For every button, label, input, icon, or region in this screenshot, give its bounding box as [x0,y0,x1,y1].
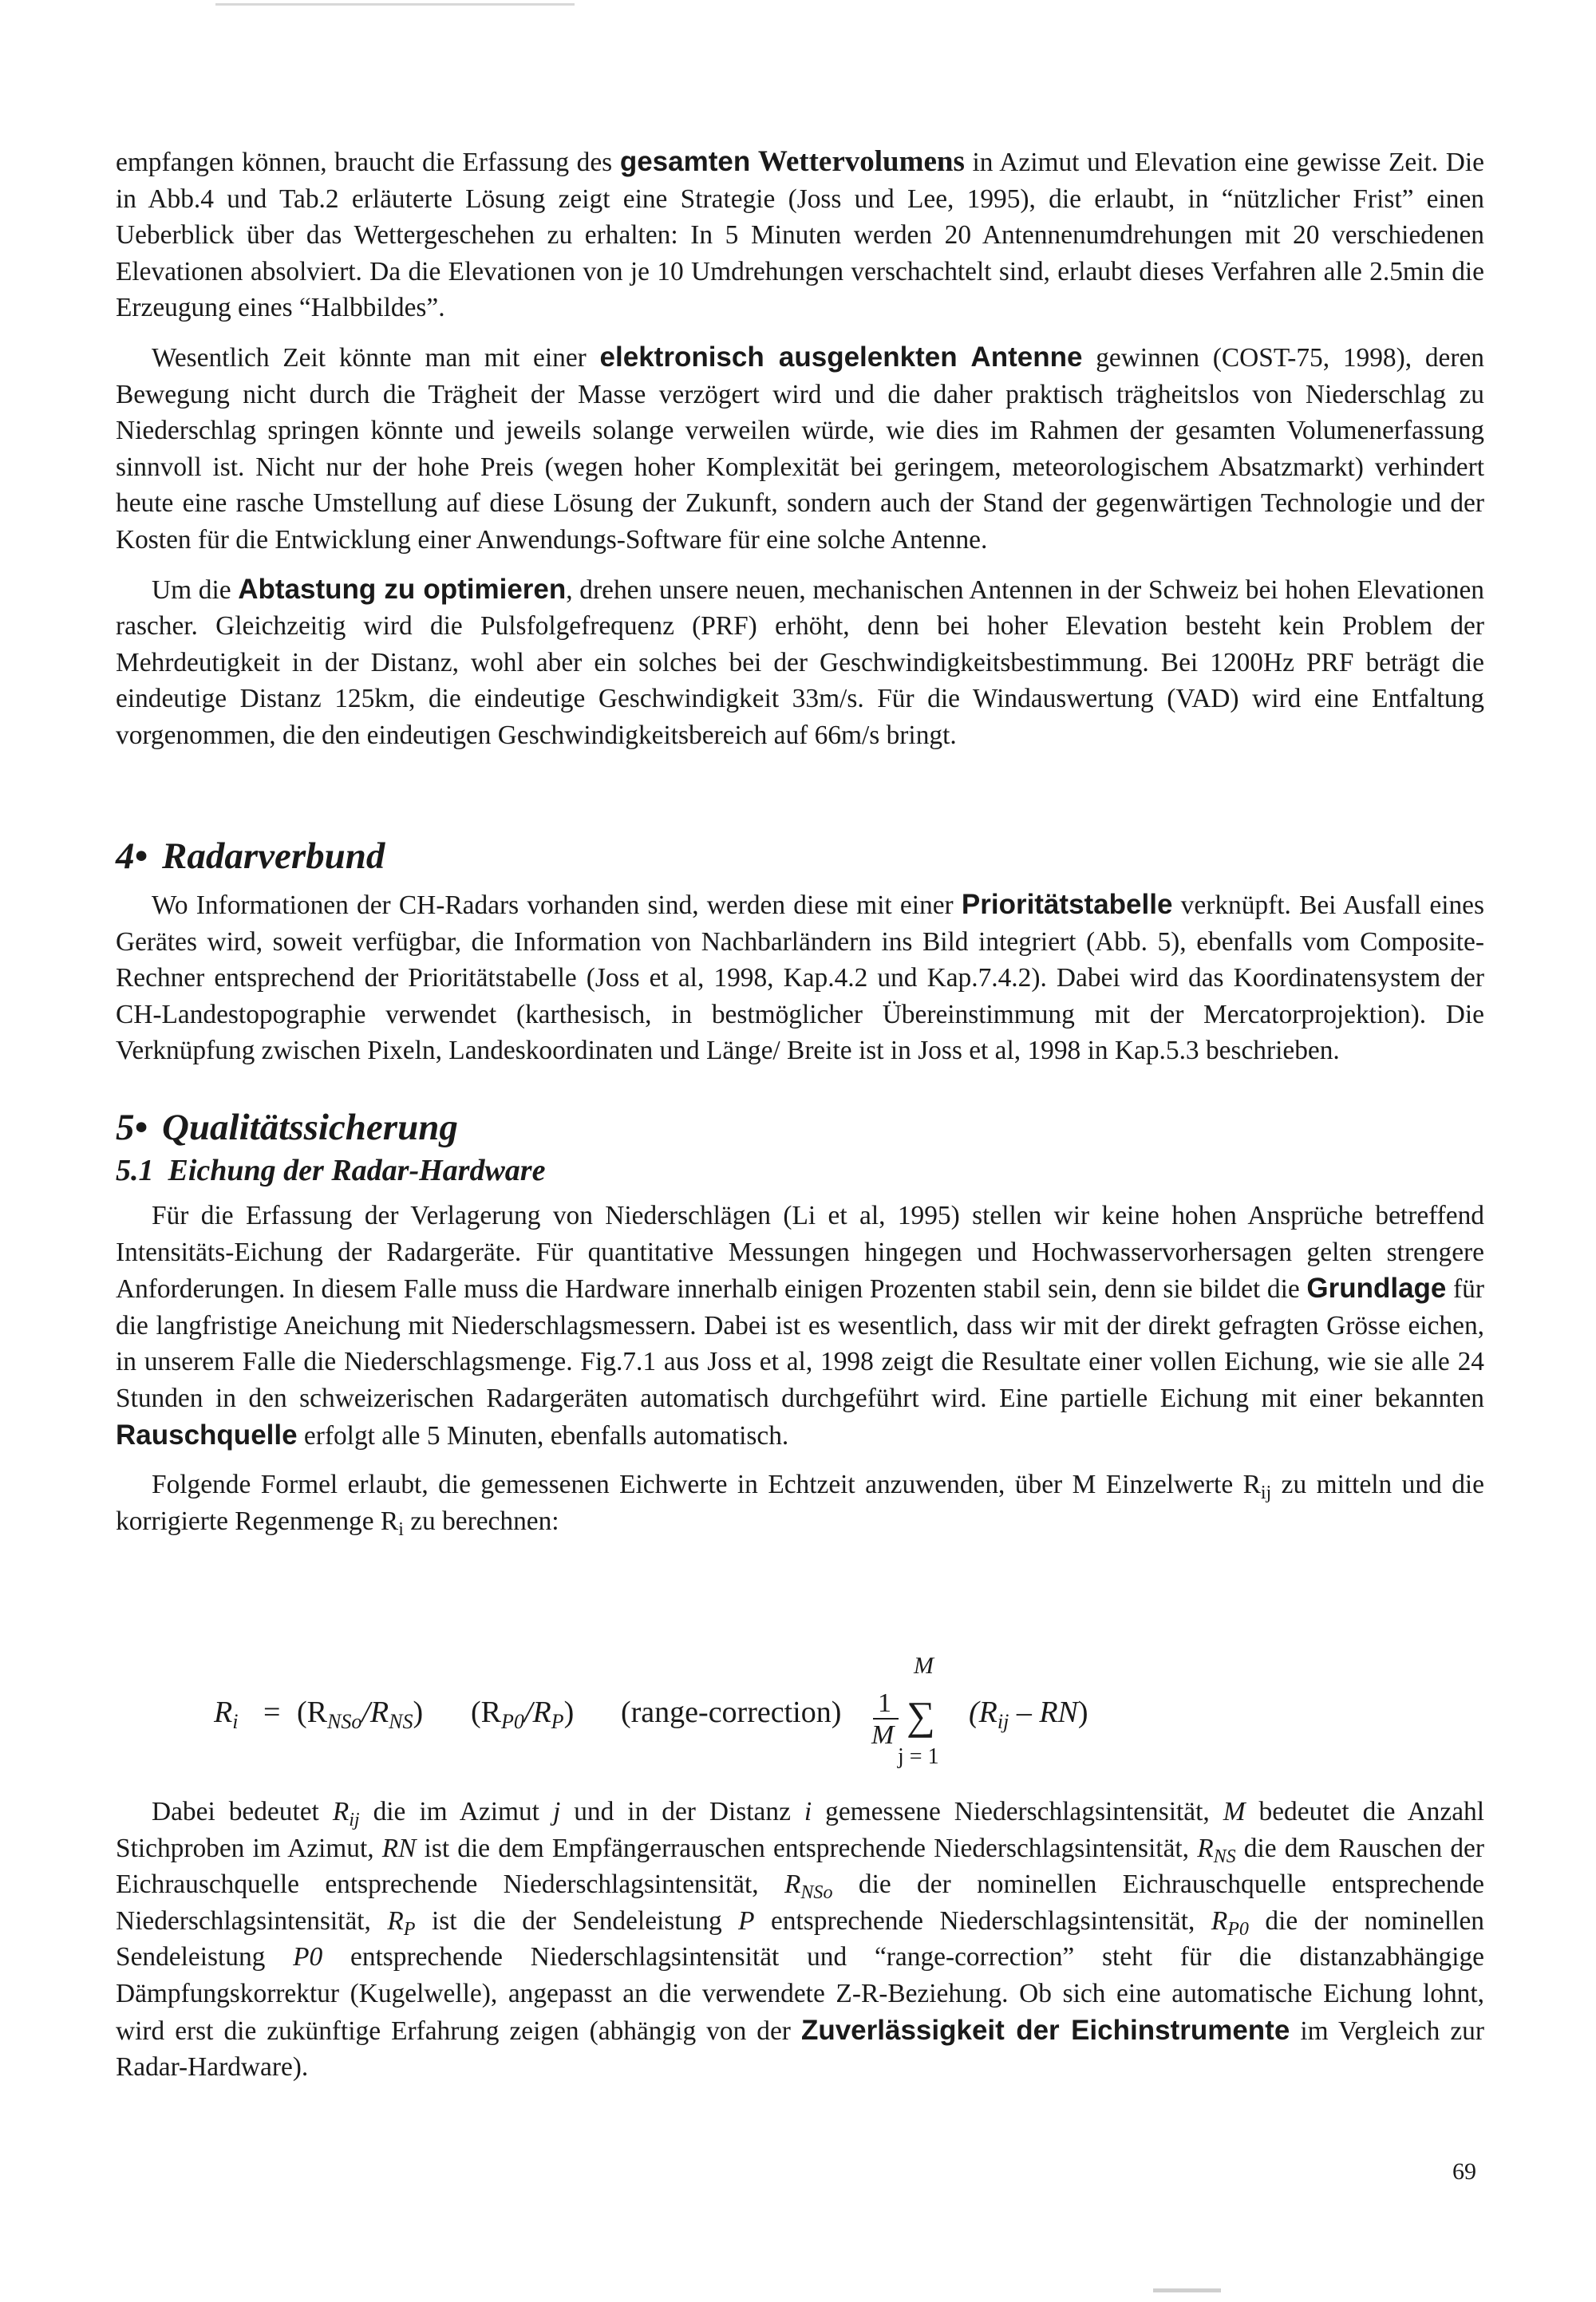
keyword: elektronisch ausgelenkten Antenne [599,341,1083,373]
formula-term-2: $(R_{P0}/R_P)$ [471,1696,575,1733]
bottom-rule [1153,2288,1221,2292]
section-heading: 4• Radarverbund [116,835,385,877]
keyword: Zuverlässigkeit der Eichinstrumente [800,2014,1290,2046]
keyword: Grundlage [1306,1273,1447,1305]
paragraph: Wo Informationen der CH-Radars vorhanden sind, werden diese mit einer Prioritätstabelle verknüpft. Bei Ausfall eines Gerätes wird, soweit verfügbar, die Information von Nachbarländern ins Bild integriert (Abb. 5), ebenfalls vom Composite-Rechner entsprechend der Prioritätstabelle (Joss et al, 1998, Kap.4.2 und Kap.7.4.2). Dabei wird das Koordinatensystem der CH-Landestopographie verwendet (karthesisch, in bestmöglicher Übereinstimmung mit der Mercatorprojektion). Die Verknüpfung zwischen Pixeln, Landeskoordinaten und Länge/ Breite ist in Joss et al, 1998 in Kap.5.3 beschrieben. [116,889,1484,1066]
paragraph: empfangen können, braucht die Erfassung des gesamten Wettervolumens in Azimut und Elevation eine gewisse Zeit. Die in Abb.4 und Tab.2 erläuterte Lösung zeigt eine Strategie (Joss und Lee, 1995), die erlaubt, in “nützlicher Frist” einen Ueberblick über das Wettergeschehen zu erhalten: In 5 Minuten werden 20 Antennenumdrehungen mit 20 verschiedenen Elevationen absolviert. Da die Elevationen von je 10 Umdrehungen verschachtelt sind, erlaubt dieses Verfahren alle 2.5min die Erzeugung eines “Halbbildes”. [116,145,1484,323]
formula-summand: $(R_{ij} - RN)$ [969,1696,1088,1733]
calibration-formula [214,1652,1251,1769]
formula-equals: = [263,1696,281,1729]
formula-sum-lower: j = 1 [898,1744,939,1769]
formula-sum-upper: M [914,1652,934,1679]
paragraph: Für die Erfassung der Verlagerung von Niederschlägen (Li et al, 1995) stellen wir keine hohen Ansprüche betreffend Intensitäts-Eichung der Radargeräte. Für quantitative Messungen hingegen und Hochwasservorhersagen gelten strengere Anforderungen. In diesem Falle muss die Hardware innerhalb einigen Prozenten stabil sein, denn sie bildet die Grundlage für die langfristige Aneichung mit Niederschlagsmessern. Dabei ist es wesentlich, dass wir mit der direkt gefragten Grösse eichen, in unserem Falle die Niederschlagsmenge. Fig.7.1 aus Joss et al, 1998 zeigt die Resultate einer vollen Eichung, wie sie alle 24 Stunden in den schweizerischen Radargeräten automatisch durchgeführt wird. Eine partielle Eichung mit einer bekannten Rauschquelle erfolgt alle 5 Minuten, ebenfalls automatisch. [116,1201,1484,1451]
formula-sum-symbol: ∑ [907,1693,935,1738]
keyword: Rauschquelle [116,1419,298,1451]
formula-explanation [116,1794,1484,2086]
keyword: Abtastung zu optimieren [238,573,567,605]
section-heading: 5• Qualitätssicherung [116,1107,458,1148]
page-number: 69 [1452,2158,1476,2185]
subsection-heading: 5.1 Eichung der Radar-Hardware [116,1154,546,1187]
formula-range-correction: (range-correction) [621,1696,842,1729]
keyword: Prioritätstabelle [961,889,1173,920]
paragraph: Folgende Formel erlaubt, die gemessenen Eichwerte in Echtzeit anzuwenden, über M Einzelwerte $R_{ij}$ zu mitteln und die korrigierte Regenmenge $R_i$ zu berechnen: [116,1470,1484,1540]
paragraph: Um die Abtastung zu optimieren, drehen unsere neuen, mechanischen Antennen in der Schweiz bei hohen Elevationen rascher. Gleichzeitig wird die Pulsfolgefrequenz (PRF) erhöht, denn bei hoher Elevation besteht kein Problem der Mehrdeutigkeit in der Distanz, wohl aber ein solches bei der Geschwindigkeitsbestimmung. Bei 1200Hz PRF beträgt die eindeutige Distanz 125km, die eindeutige Geschwindigkeit 33m/s. Für die Windauswertung (VAD) wird eine Entfaltung vorgenommen, die den eindeutigen Geschwindigkeitsbereich auf 66m/s bringt. [116,573,1485,750]
section-4 [116,834,1484,1069]
formula-fraction-numerator: 1 [878,1688,891,1718]
text-block-1 [116,144,1484,754]
keyword: Wettervolumens [757,145,965,178]
paragraph: Wesentlich Zeit könnte man mit einer elektronisch ausgelenkten Antenne gewinnen (COST-75, 1998), deren Bewegung nicht durch die Trägheit der Masse verzögert wird und die daher praktisch trägheitslos von Niederschlag zu Niederschlag springen könnte und jeweils solange verweilen würde, wie dies im Rahmen der gesamten Volumenerfassung sinnvoll ist. Nicht nur der hohe Preis (wegen hoher Komplexität bei geringem, meteorologischem Absatzmarkt) verhindert heute eine rasche Umstellung auf diese Lösung der Zukunft, sondern auch der Stand der gegenwärtigen Technologie und der Kosten für die Entwicklung einer Anwendungs-Software für eine solche Antenne. [116,341,1485,555]
keyword: gesamten [619,146,751,177]
formula-lhs: $R_i$ [214,1696,239,1733]
formula-term-1: $(R_{NSo}/R_{NS})$ [297,1696,424,1733]
formula-fraction-denominator: M [871,1720,895,1750]
paragraph: Dabei bedeutet $R_{ij}$ die im Azimut j und in der Distanz i gemessene Niederschlagsintensität, M bedeutet die Anzahl Stichproben im Azimut, RN ist die dem Empfängerrauschen entsprechende Niederschlagsintensität, $R_{NS}$ die dem Rauschen der Eichrauschquelle entsprechende Niederschlagsintensität, $R_{NSo}$ die der nominellen Eichrauschquelle entsprechende Niederschlagsintensität, $R_P$ ist die der Sendeleistung P entsprechende Niederschlagsintensität, $R_{P0}$ die der nominellen Sendeleistung P0 entsprechende Niederschlagsintensität und “range-correction” steht für die distanzabhängige Dämpfungskorrektur (Kugelwelle), angepasst an die verwendete Z-R-Beziehung. Ob sich eine automatische Eichung lohnt, wird erst die zukünftige Erfahrung zeigen (abhängig von der Zuverlässigkeit der Eichinstrumente im Vergleich zur Radar-Hardware). [116,1797,1485,2083]
top-rule [215,3,575,6]
section-5 [116,1105,1484,1539]
